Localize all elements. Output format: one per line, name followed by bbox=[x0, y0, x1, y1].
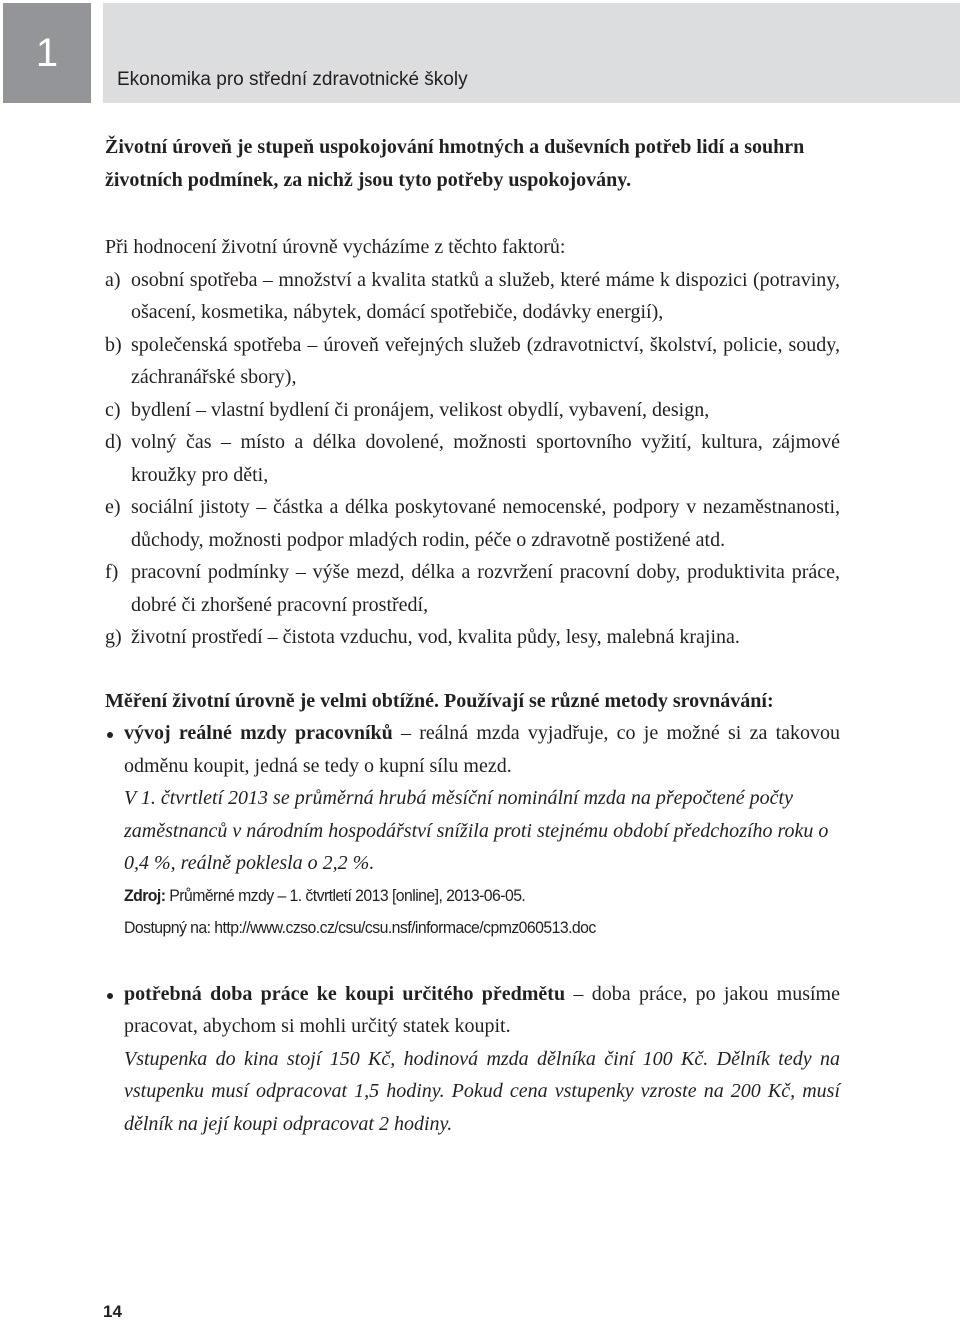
bullet-text: – reálná mzda vyjadřuje, co je možné si za takovou odměnu koupit, jedná se tedy o kupní sílu mezd. bbox=[124, 722, 840, 777]
source-text: Průměrné mzdy – 1. čtvrtletí 2013 [online], 2013-06-05. bbox=[165, 885, 526, 905]
list-item bbox=[105, 394, 840, 427]
list-item bbox=[105, 556, 840, 621]
running-header bbox=[103, 3, 960, 103]
bullet-paragraph bbox=[124, 978, 840, 1043]
bullet-item bbox=[105, 717, 840, 945]
bullet-icon bbox=[105, 717, 124, 750]
list-item-letter: f) bbox=[105, 561, 119, 583]
bullet-body bbox=[124, 717, 840, 945]
list-item-letter: b) bbox=[105, 333, 122, 356]
list-item-letter: g) bbox=[105, 626, 122, 648]
list-item-text: životní prostředí – čistota vzduchu, vod, kvalita půdy, lesy, malebná krajina. bbox=[131, 626, 740, 648]
chapter-number-box bbox=[3, 3, 91, 103]
list-item-letter: d) bbox=[105, 431, 122, 453]
bullet-term: potřebná doba práce ke koupi určitého předmětu bbox=[124, 982, 566, 1005]
list-item-text: pracovní podmínky – výše mezd, délka a rozvržení pracovní doby, produktivita práce, dobré či zhoršené pracovní prostředí, bbox=[131, 561, 840, 616]
bullet-term: vývoj reálné mzdy pracovníků bbox=[124, 722, 393, 744]
bullet-text: – doba práce, po jakou musíme pracovat, abychom si mohli určitý statek koupit. bbox=[124, 982, 840, 1037]
list-item-letter: e) bbox=[105, 496, 121, 518]
bullet-paragraph bbox=[124, 717, 840, 782]
list-item-text: bydlení – vlastní bydlení či pronájem, velikost obydlí, vybavení, design, bbox=[131, 398, 710, 421]
source-citation bbox=[124, 880, 790, 913]
list-item-text: sociální jistoty – částka a délka poskytované nemocenské, podpory v nezaměstnanosti, důchody, možnosti podpor mladých rodin, péče o zdravotně postižené atd. bbox=[131, 496, 840, 551]
list-item bbox=[105, 264, 840, 329]
list-item-text: osobní spotřeba – množství a kvalita statků a služeb, které máme k dispozici (potraviny, ošacení, kosmetika, nábytek, domácí spotřebiče, dodávky energií), bbox=[131, 268, 840, 323]
bullet-item bbox=[105, 978, 840, 1141]
definition-paragraph: Životní úroveň je stupeň uspokojování hmotných a duševních potřeb lidí a souhrn životních podmínek, za nichž jsou tyto potřeby uspokojovány. bbox=[105, 136, 805, 191]
measurement-lead: Měření životní úrovně je velmi obtížné. Používají se různé metody srovnávání: bbox=[105, 689, 774, 712]
list-item-text: společenská spotřeba – úroveň veřejných služeb (zdravotnictví, školství, policie, soudy, záchranářské sbory), bbox=[131, 333, 840, 388]
list-item bbox=[105, 426, 840, 491]
list-item bbox=[105, 491, 840, 556]
bullet-icon bbox=[105, 978, 124, 1011]
chapter-number: 1 bbox=[35, 31, 59, 75]
factors-lead: Při hodnocení životní úrovně vycházíme z těchto faktorů: bbox=[105, 236, 566, 258]
bullet-example: V 1. čtvrtletí 2013 se průměrná hrubá měsíční nominální mzda na přepočtené počty zaměstnanců v národním hospodářství snížila proti stejnému období předchozího roku o 0,4 %, reálně poklesla o 2,2 %. bbox=[124, 787, 829, 874]
source-label: Zdroj: bbox=[124, 885, 166, 905]
list-item bbox=[105, 329, 840, 394]
bullet-body bbox=[124, 978, 840, 1141]
factors-list bbox=[105, 264, 840, 654]
page-number: 14 bbox=[103, 1302, 122, 1321]
page-content bbox=[105, 131, 840, 1140]
list-item-letter: a) bbox=[105, 268, 121, 291]
bullet-example: Vstupenka do kina stojí 150 Kč, hodinová mzda dělníka činí 100 Kč. Dělník tedy na vstupenku musí odpracovat 1,5 hodiny. Pokud cena vstupenky vzroste na 200 Kč, musí dělník na její koupi odpracovat 2 hodiny. bbox=[124, 1047, 840, 1135]
book-title: Ekonomika pro střední zdravotnické školy bbox=[117, 69, 468, 90]
list-item-letter: c) bbox=[105, 398, 121, 421]
source-link: Dostupný na: http://www.czso.cz/csu/csu.nsf/informace/cpmz060513.doc bbox=[124, 918, 596, 937]
list-item-text: volný čas – místo a délka dovolené, možnosti sportovního vyžití, kultura, zájmové kroužky pro děti, bbox=[131, 431, 840, 486]
list-item bbox=[105, 621, 840, 654]
